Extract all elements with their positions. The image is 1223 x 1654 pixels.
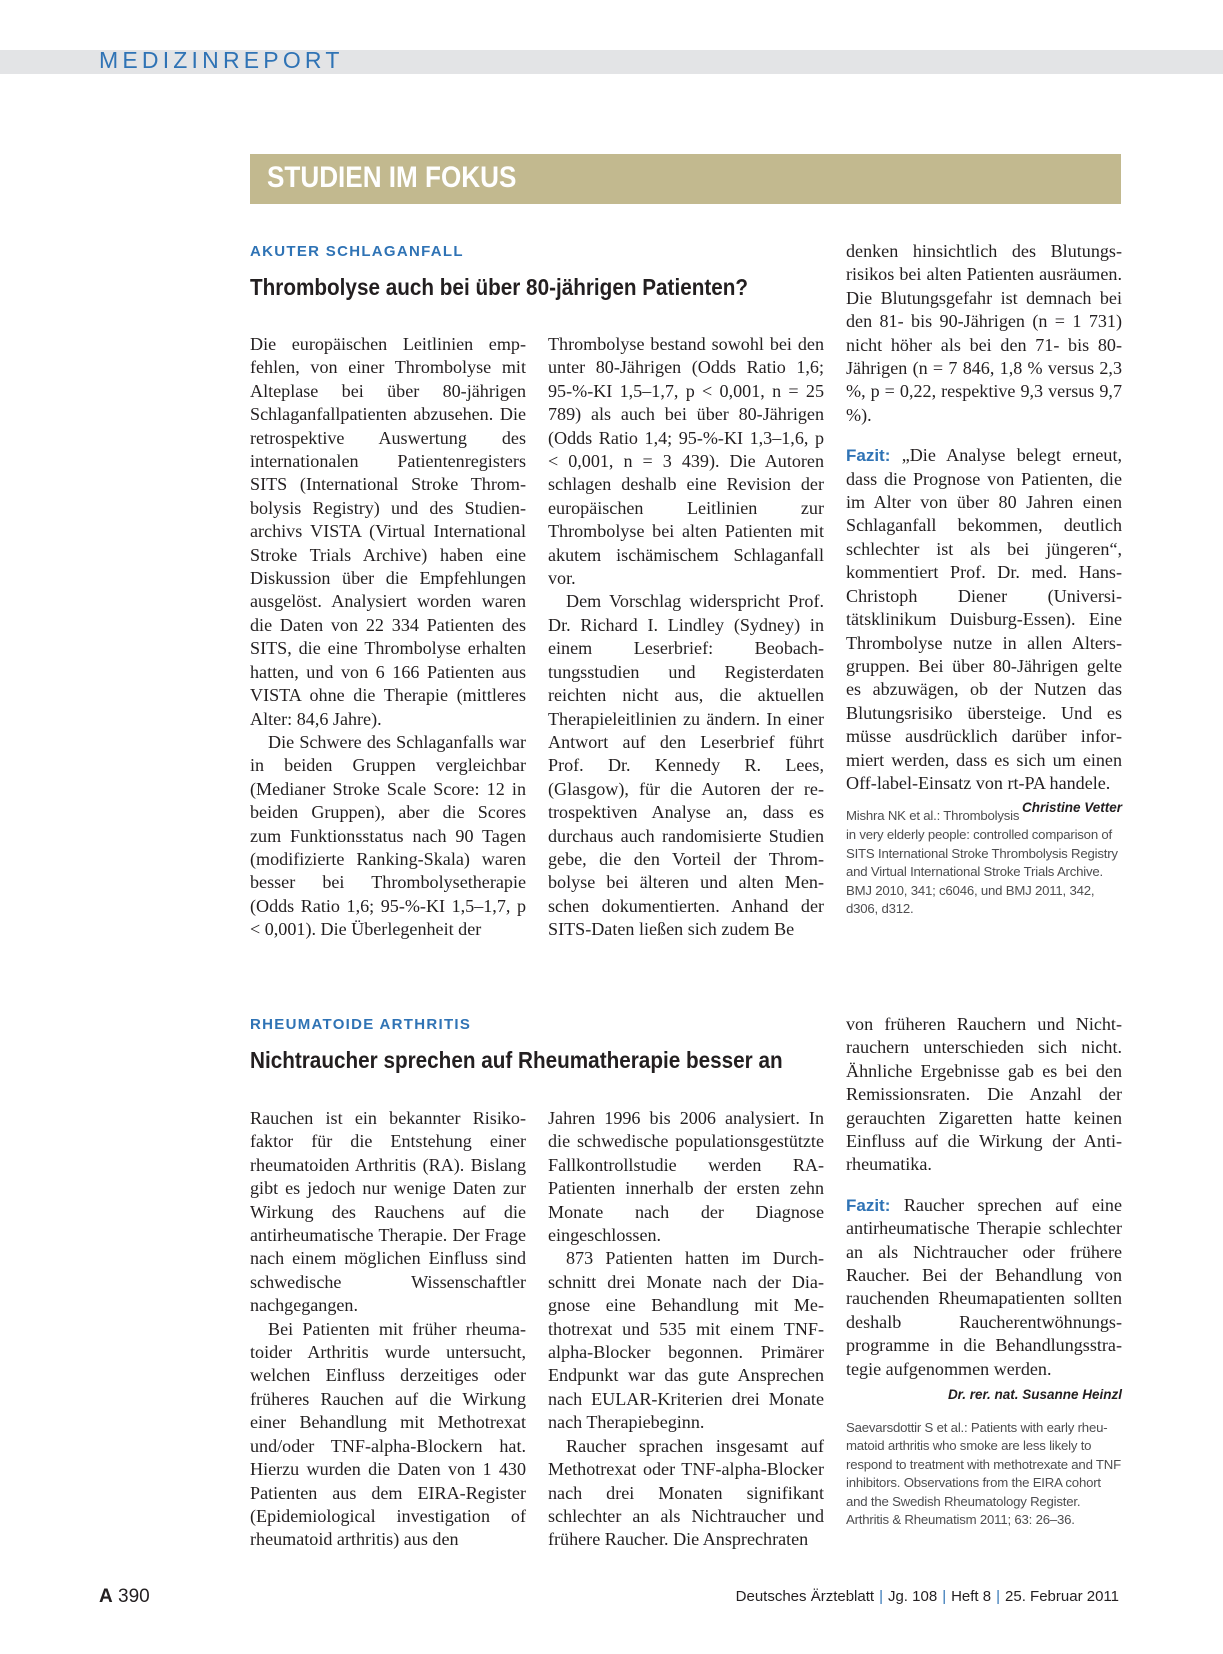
- fazit-label: Fazit:: [846, 1195, 891, 1215]
- journal-issue: Heft 8: [951, 1588, 992, 1605]
- article1-fazit: [846, 444, 1122, 816]
- article2-author: Dr. rer. nat. Susanne Heinzl: [947, 1387, 1122, 1403]
- studien-banner: [250, 154, 1121, 204]
- article1-paragraph: Die Schwere des Schlaganfalls war in beiden Gruppen vergleichbar (Medianer Stroke Scale Score: 12 in beiden Gruppen), aber die Scores zum Funktionsstatus nach 90 Tagen (modifizierte Ranking-Skala) waren besser bei Thrombolysetherapie (Odds Ratio 1,6; 95-%-KI 1,5–1,7, p < 0,001). Die Überlegenheit der: [250, 731, 526, 940]
- fazit-text: „Die Analyse belegt erneut, dass die Prognose von Patienten, die im Alter von über 80 Jahren einen Schlaganfall bekommen, deutlich schlechter ist als bei jüngeren“, kommentiert Prof. Dr. med. Hans-Christoph Diener (Universitätsklinikum Duisburg-Essen). Eine Thrombolyse nutze in allen Altersgruppen. Bei über 80-Jährigen gelte es abzuwägen, ob der Nutzen das Blutungsrisiko übersteige. Und es müsse ausdrücklich darüber informiert werden, dass es sich um einen Off-label-Einsatz von rt-PA handele.: [846, 445, 1122, 793]
- article2-column-2: [548, 1107, 824, 1552]
- article2-column-3: [846, 1013, 1122, 1530]
- article2-citation: Saevarsdottir S et al.: Patients with early rheumatoid arthritis who smoke are less likely to respond to treatment with methotrexate and TNF inhibitors. Observations from the EIRA cohort and the Swedish Rheumatology Register. Arthritis & Rheumatism 2011; 63: 26–36.: [846, 1419, 1121, 1528]
- article1-paragraph: Thrombolyse bestand sowohl bei den unter 80-Jährigen (Odds Ratio 1,6; 95-%-KI 1,5–1,7, p < 0,001, n = 25 789) als auch bei über 80-Jährigen (Odds Ratio 1,4; 95-%-KI 1,3–1,6, p < 0,001, n = 3 439). Die Autoren schlagen deshalb eine Revision der europäischen Leitlinien zur Thrombolyse bei alten Patienten mit akutem ischämischem Schlaganfall vor.: [548, 334, 824, 589]
- separator: |: [942, 1588, 947, 1605]
- article2-column-1: [250, 1107, 526, 1552]
- journal-volume: Jg. 108: [887, 1588, 938, 1605]
- separator: |: [879, 1588, 883, 1605]
- article2-paragraph: von früheren Rauchern und Nichtrauchern unterschieden sich nicht. Ähnliche Ergebnisse gab es bei den Remissionsraten. Die Anzahl der gerauchten Zigaretten hatte keinen Einfluss auf die Wirkung der Antirheumatika.: [846, 1014, 1122, 1175]
- journal-info: [736, 1588, 1119, 1605]
- article1-kicker: AKUTER SCHLAGANFALL: [250, 243, 464, 260]
- article2-paragraph: Rauchen ist ein bekannter Risikofaktor für die Entstehung einer rheumatoiden Arthritis (RA). Bislang gibt es jedoch nur wenige Daten zur Wirkung des Rauchens auf die antirheumatische Therapie. Der Frage nach einem möglichen Einfluss sind schwedische Wissenschaftler nachgegangen.: [250, 1108, 526, 1316]
- article2-paragraph: 873 Patienten hatten im Durchschnitt drei Monate nach der Diagnose eine Behandlung mit Methotrexat und 535 mit einem TNF-alpha-Blocker begonnen. Primärer Endpunkt war das gute Ansprechen nach EULAR-Kriterien drei Monate nach Therapiebeginn.: [548, 1248, 824, 1433]
- article2-paragraph: Jahren 1996 bis 2006 analysiert. In die schwedische populationsgestützte Fallkontrollstudie werden RA-Patienten innerhalb der ersten zehn Monate nach der Diagnose eingeschlossen.: [548, 1108, 824, 1246]
- article2-title: Nichtraucher sprechen auf Rheumatherapie besser an: [250, 1047, 783, 1073]
- article1-column-3: [846, 240, 1122, 919]
- article1-paragraph: Dem Vorschlag widerspricht Prof. Dr. Richard I. Lindley (Sydney) in einem Leserbrief: Beobachtungsstudien und Registerdaten reichten nicht aus, die aktuellen Therapieleitlinien zu ändern. In einer Antwort auf den Leserbrief führt Prof. Dr. Kennedy R. Lees, (Glasgow), für die Autoren der retrospektiven Analyse an, dass es durchaus auch randomisierte Studien gebe, die den Vorteil der Thrombolyse bei älteren und alten Menschen dokumentierten. Anhand der SITS-Daten ließen sich zudem Be: [548, 591, 824, 940]
- article2-kicker: RHEUMATOIDE ARTHRITIS: [250, 1016, 472, 1033]
- banner-title: STUDIEN IM FOKUS: [267, 161, 517, 194]
- article2-fazit: [846, 1194, 1122, 1381]
- journal-name: Deutsches Ärzteblatt: [735, 1588, 875, 1605]
- separator: |: [996, 1588, 1001, 1605]
- page-number-value: 390: [118, 1586, 150, 1607]
- page-number: [99, 1586, 150, 1608]
- article1-column-2: [548, 333, 824, 942]
- article1-paragraph: Die europäischen Leitlinien empfehlen, von einer Thrombolyse mit Alteplase bei über 80-jährigen Schlaganfallpatienten abzusehen. Die retrospektive Auswertung des internationalen Patientenregisters SITS (International Stroke Thrombolysis Registry) und des Studienarchivs VISTA (Virtual International Stroke Trials Archive) haben eine Diskussion über die Empfehlungen ausgelöst. Analysiert worden waren die Daten von 22 334 Patienten des SITS, die eine Thrombolyse erhalten hatten, und von 6 166 Patienten aus VISTA ohne die Therapie (mittleres Alter: 84,6 Jahre).: [250, 334, 526, 729]
- section-label: MEDIZINREPORT: [99, 47, 344, 73]
- fazit-text: Raucher sprechen auf eine antirheumatische Therapie schlechter an als Nichtraucher oder frühere Raucher. Bei der Behandlung von rauchenden Rheumapatienten sollten deshalb Raucherentwöhnungsprogramme in die Behandlungsstrategie aufgenommen werden.: [846, 1194, 1122, 1379]
- article1-citation: Mishra NK et al.: Thrombolysis in very elderly people: controlled comparison of SITS International Stroke Thrombolysis Registry and Virtual International Stroke Trials Archive. BMJ 2010, 341; c6046, und BMJ 2011, 342, d306, d312.: [846, 808, 1118, 917]
- journal-date: 25. Februar 2011: [1005, 1588, 1119, 1605]
- article1-title: Thrombolyse auch bei über 80-jährigen Patienten?: [250, 274, 749, 300]
- article1-paragraph: denken hinsichtlich des Blutungsrisikos bei alten Patienten ausräumen. Die Blutungsgefahr ist demnach bei den 81- bis 90-Jährigen (n = 1 731) nicht höher als bei den 71- bis 80-Jährigen (n = 7 846, 1,8 % versus 2,3 %, p = 0,22, respektive 9,3 versus 9,7 %).: [846, 241, 1122, 425]
- article1-author: Christine Vetter: [1021, 800, 1122, 816]
- article1-column-1: [250, 333, 526, 942]
- fazit-label: Fazit:: [846, 446, 891, 466]
- article2-paragraph: Raucher sprachen insgesamt auf Methotrexat oder TNF-alpha-Blocker nach drei Monaten signifikant schlechter an als Nichtraucher und frühere Raucher. Die Ansprechraten: [548, 1435, 824, 1550]
- article2-paragraph: Bei Patienten mit früher rheumatoider Arthritis wurde untersucht, welchen Einfluss derzeitiges oder früheres Rauchen auf die Wirkung einer Behandlung mit Methotrexat und/oder TNF-alpha-Blockern hat. Hierzu wurden die Daten von 1 430 Patienten aus dem EIRA-Register (Epidemiological investigation of rheumatoid arthritis) aus den: [250, 1318, 526, 1550]
- page-prefix: A: [99, 1586, 113, 1607]
